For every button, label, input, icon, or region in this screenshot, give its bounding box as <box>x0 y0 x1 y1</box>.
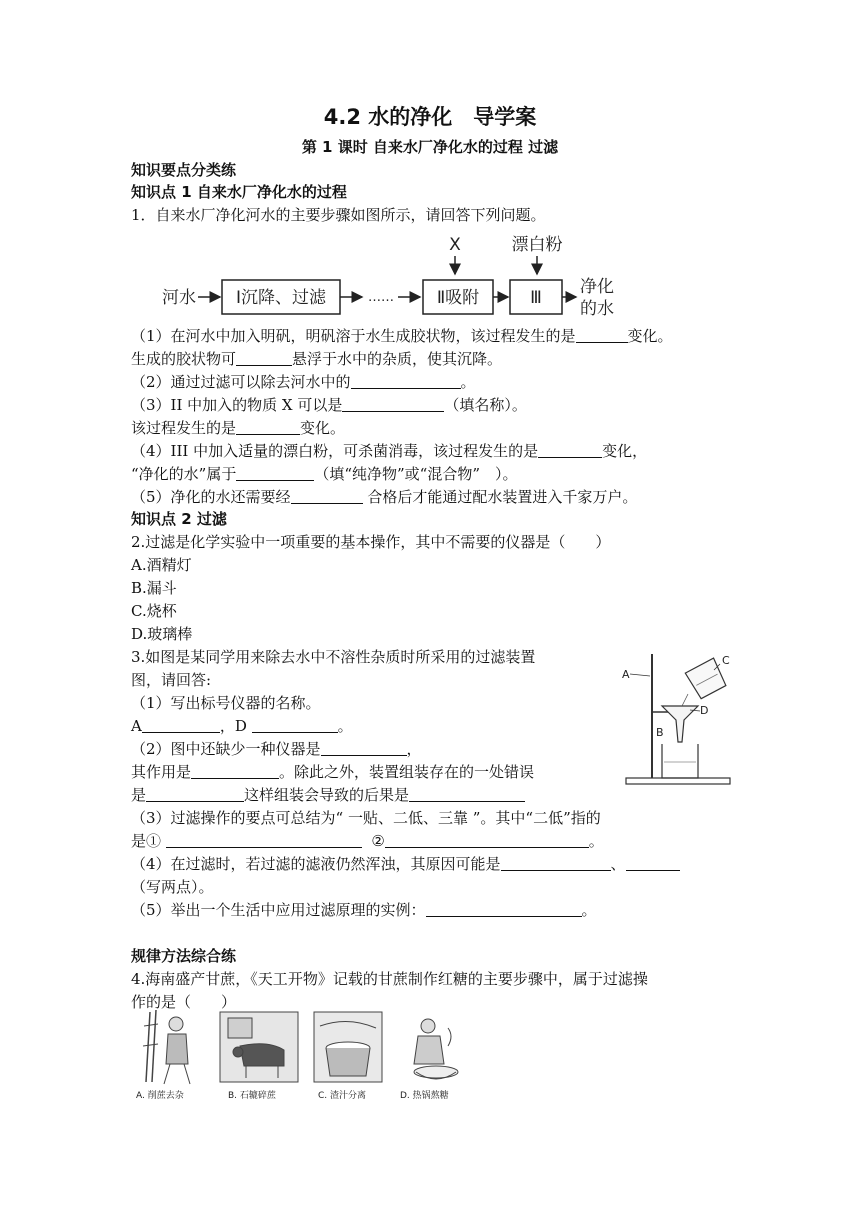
q1-part3: （3）II 中加入的物质 X 可以是 （填名称）。 <box>131 396 527 414</box>
purification-flow-diagram <box>150 230 650 322</box>
flow-step2-label: Ⅱ吸附 <box>436 288 480 308</box>
q3-part3-answers: 是① ② 。 <box>131 832 604 850</box>
q3-part3: （3）过滤操作的要点可总结为“ 一贴、二低、三靠 ”。其中“二低”指的 <box>131 809 601 827</box>
answer-blank[interactable] <box>538 442 602 458</box>
flow-river-water: 河水 <box>162 288 196 308</box>
answer-blank[interactable] <box>501 855 611 871</box>
q1-part2: （2）通过过滤可以除去河水中的 。 <box>131 373 476 391</box>
q4-stem-cont: 作的是（ ） <box>131 993 237 1011</box>
q2-option-c[interactable]: C.烧杯 <box>131 602 177 620</box>
caption-b: B. 石辘碎蔗 <box>228 1091 276 1101</box>
illustration-a <box>143 1010 190 1084</box>
q3-part4-cont: （写两点）。 <box>131 878 214 896</box>
answer-blank[interactable] <box>351 373 461 389</box>
q3-part5: （5）举出一个生活中应用过滤原理的实例： 。 <box>131 901 597 919</box>
flow-x-label: X <box>449 235 461 255</box>
q1-part4-cont: “净化的水”属于 （填“纯净物”或“混合物” ）。 <box>131 465 518 483</box>
page-subtitle: 第 1 课时 自来水厂净化水的过程 过滤 <box>301 138 559 156</box>
q1-stem: 1．自来水厂净化河水的主要步骤如图所示，请回答下列问题。 <box>131 206 546 224</box>
q3-part1: （1）写出标号仪器的名称。 <box>131 694 321 712</box>
q1-part5: （5）净化的水还需要经 合格后才能通过配水装置进入千家万户。 <box>131 488 638 506</box>
caption-c: C. 渣汁分离 <box>318 1091 367 1101</box>
caption-a: A. 削蔗去杂 <box>136 1091 184 1101</box>
q1-part1-cont: 生成的胶状物可 悬浮于水中的杂质，使其沉降。 <box>131 350 503 368</box>
answer-blank[interactable] <box>409 786 525 802</box>
q3-part2-cont: 其作用是 。除此之外，装置组装存在的一处错误 <box>131 763 535 781</box>
answer-blank[interactable] <box>291 488 363 504</box>
answer-blank[interactable] <box>426 901 582 917</box>
q2-option-b[interactable]: B.漏斗 <box>131 579 177 597</box>
q3-part2-error: 是 这样组装会导致的后果是 <box>131 785 525 805</box>
answer-blank[interactable] <box>166 832 362 848</box>
figure-label-a: A <box>622 668 630 681</box>
q2-option-d[interactable]: D.玻璃棒 <box>131 625 193 643</box>
filtration-apparatus-figure <box>618 650 738 790</box>
page-title: 4.2 水的净化 导学案 <box>323 105 537 129</box>
answer-blank[interactable] <box>576 327 628 343</box>
q3-part1-answers: A ，D 。 <box>131 717 353 735</box>
figure-label-b: B <box>656 726 664 739</box>
q3-part2: （2）图中还缺少一种仪器是 ， <box>131 740 422 758</box>
illustration-d <box>414 1019 458 1079</box>
caption-d: D. 热锅熬糖 <box>400 1091 449 1101</box>
flow-output-line2: 的水 <box>580 299 614 319</box>
answer-blank[interactable] <box>342 396 444 412</box>
figure-label-d: D <box>700 704 709 717</box>
answer-blank[interactable] <box>146 786 244 802</box>
illustration-b <box>220 1012 298 1082</box>
q1-part1: （1）在河水中加入明矾，明矾溶于水生成胶状物，该过程发生的是 变化。 <box>131 327 673 345</box>
answer-blank[interactable] <box>626 855 680 871</box>
q1-part4: （4）III 中加入适量的漂白粉，可杀菌消毒，该过程发生的是 变化， <box>131 442 648 460</box>
answer-blank[interactable] <box>385 832 589 848</box>
section-heading-2: 规律方法综合练 <box>131 947 237 965</box>
knowledge-point-1: 知识点 1 自来水厂净化水的过程 <box>131 183 347 201</box>
answer-blank[interactable] <box>236 465 314 481</box>
q4-illustrations <box>128 1006 478 1102</box>
flow-dots: …… <box>368 290 394 305</box>
answer-blank[interactable] <box>142 717 220 733</box>
answer-blank[interactable] <box>252 717 338 733</box>
q3-part4: （4）在过滤时，若过滤的滤液仍然浑浊，其原因可能是 、 <box>131 854 680 874</box>
answer-blank[interactable] <box>321 740 407 756</box>
figure-label-c: C <box>722 654 730 667</box>
illustration-c <box>314 1012 382 1082</box>
section-heading-1: 知识要点分类练 <box>131 161 237 179</box>
flow-bleach-label: 漂白粉 <box>511 235 563 255</box>
q2-stem: 2.过滤是化学实验中一项重要的基本操作，其中不需要的仪器是（ ） <box>131 533 611 551</box>
flow-output-line1: 净化 <box>580 277 614 297</box>
q3-stem-cont: 图，请回答: <box>131 671 212 689</box>
answer-blank[interactable] <box>236 419 300 435</box>
q2-option-a[interactable]: A.酒精灯 <box>131 556 192 574</box>
q3-stem: 3.如图是某同学用来除去水中不溶性杂质时所采用的过滤装置 <box>131 648 536 666</box>
answer-blank[interactable] <box>191 763 279 779</box>
flow-step1-label: Ⅰ沉降、过滤 <box>235 288 327 308</box>
q4-stem: 4.海南盛产甘蔗，《天工开物》记载的甘蔗制作红糖的主要步骤中，属于过滤操 <box>131 970 648 988</box>
flow-step3-label: Ⅲ <box>530 288 542 308</box>
q1-part3-cont: 该过程发生的是 变化。 <box>131 419 346 437</box>
knowledge-point-2: 知识点 2 过滤 <box>131 510 227 528</box>
answer-blank[interactable] <box>236 350 292 366</box>
